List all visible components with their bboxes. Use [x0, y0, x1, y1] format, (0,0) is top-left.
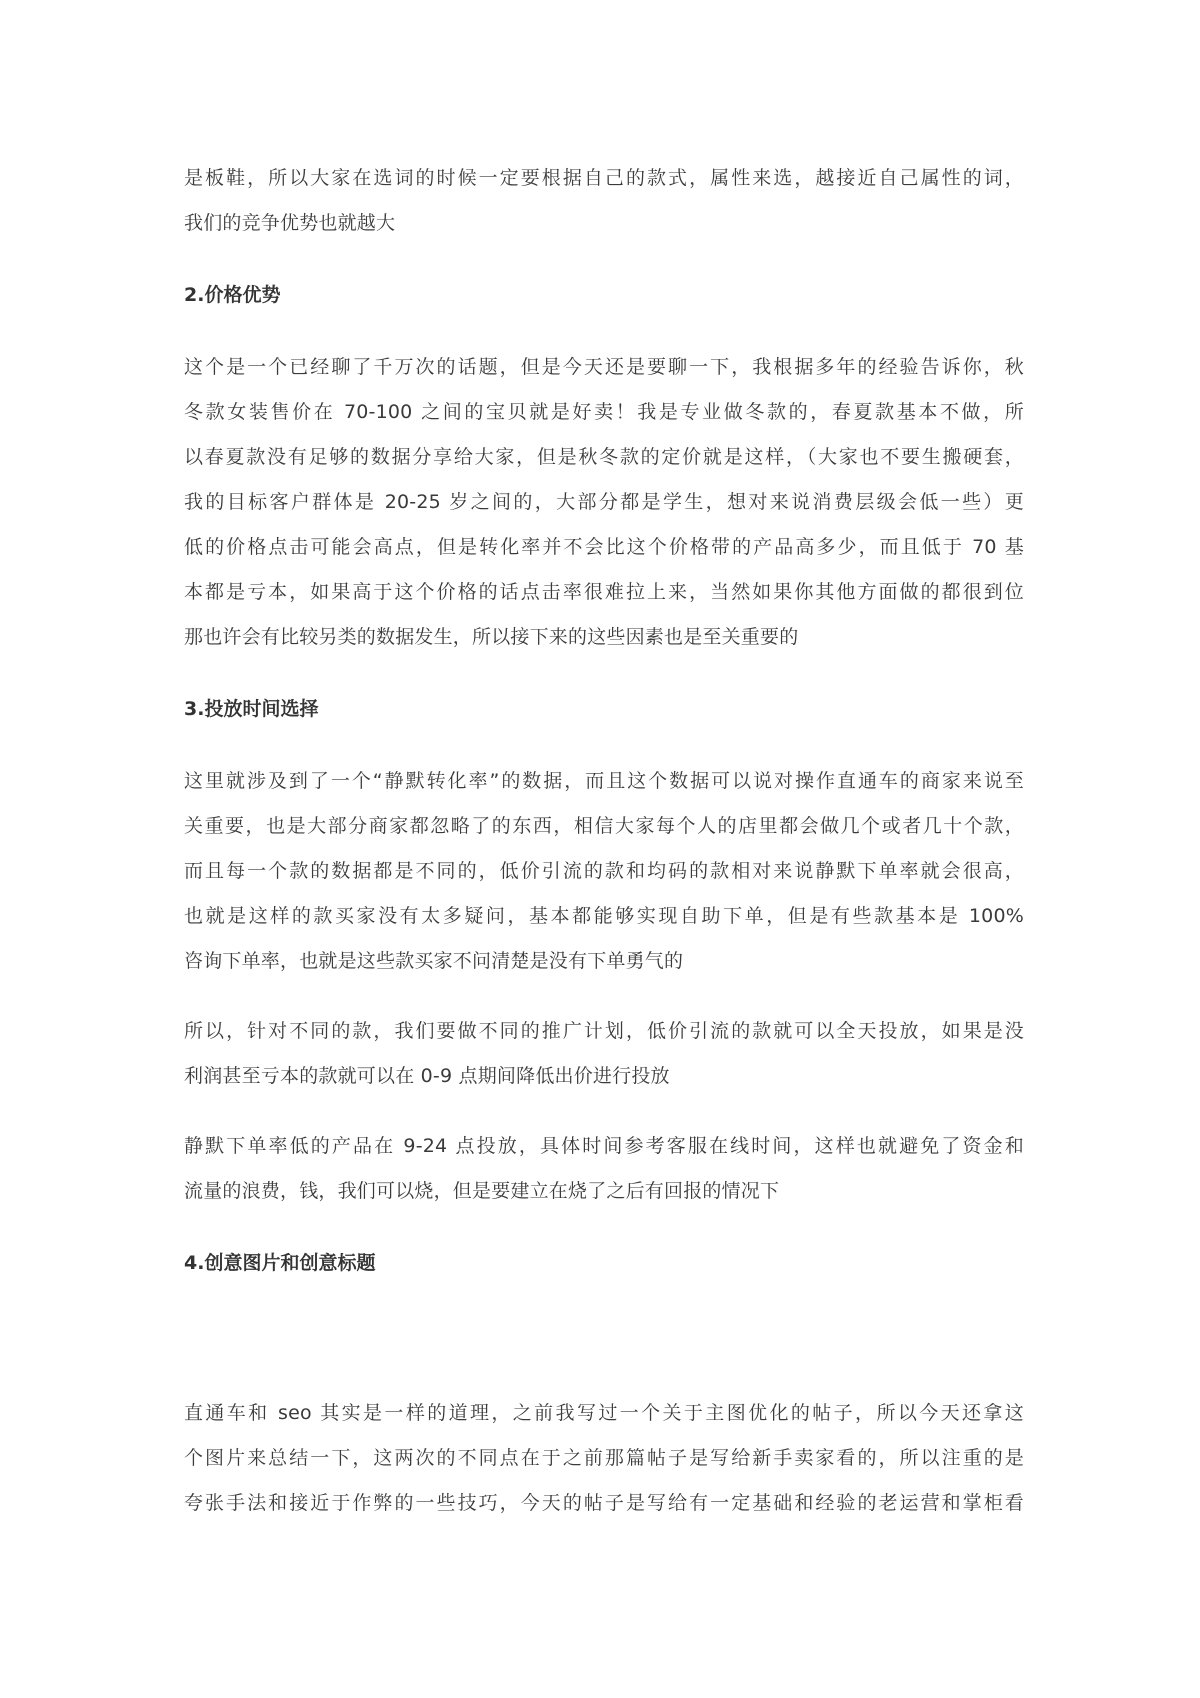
- paragraph-silent-conversion: [184, 759, 1024, 984]
- text-line: 以春夏款没有足够的数据分享给大家，但是秋冬款的定价就是这样，（大家也不要生搬硬套，: [184, 446, 1024, 468]
- text-line: 低的价格点击可能会高点，但是转化率并不会比这个价格带的产品高多少，而且低于 70 基: [184, 536, 1024, 558]
- text-line: 静默下单率低的产品在 9-24 点投放，具体时间参考客服在线时间，这样也就避免了资金和: [184, 1135, 1024, 1157]
- paragraph-low-silent-rate: [184, 1124, 1024, 1214]
- text-line: 个图片来总结一下，这两次的不同点在于之前那篇帖子是写给新手卖家看的，所以注重的是: [184, 1447, 1024, 1469]
- text-line: 夸张手法和接近于作弊的一些技巧，今天的帖子是写给有一定基础和经验的老运营和掌柜看: [184, 1492, 1024, 1514]
- section-heading-creative-images: 4.创意图片和创意标题: [184, 1252, 376, 1274]
- text-line: 那也许会有比较另类的数据发生，所以接下来的这些因素也是至关重要的: [184, 626, 799, 648]
- paragraph-price: [184, 345, 1024, 660]
- paragraph-promotion-plans: [184, 1009, 1024, 1099]
- text-line: 直通车和 seo 其实是一样的道理，之前我写过一个关于主图优化的帖子，所以今天还拿这: [184, 1402, 1024, 1424]
- text-line: 流量的浪费，钱，我们可以烧，但是要建立在烧了之后有回报的情况下: [184, 1180, 780, 1202]
- text-line: 这个是一个已经聊了千万次的话题，但是今天还是要聊一下，我根据多年的经验告诉你，秋: [184, 356, 1024, 378]
- text-line: 咨询下单率，也就是这些款买家不问清楚是没有下单勇气的: [184, 950, 684, 972]
- text-line: 本都是亏本，如果高于这个价格的话点击率很难拉上来，当然如果你其他方面做的都很到位: [184, 581, 1024, 603]
- paragraph-keyword-selection: [184, 156, 1024, 246]
- text-line: 利润甚至亏本的款就可以在 0-9 点期间降低出价进行投放: [184, 1065, 670, 1087]
- text-line: 关重要，也是大部分商家都忽略了的东西，相信大家每个人的店里都会做几个或者几十个款，: [184, 815, 1024, 837]
- text-line: 我的目标客户群体是 20-25 岁之间的，大部分都是学生，想对来说消费层级会低一些）更: [184, 491, 1025, 513]
- section-heading-delivery-time: 3.投放时间选择: [184, 698, 319, 720]
- text-line: 我们的竞争优势也就越大: [184, 212, 396, 234]
- text-line: 冬款女装售价在 70-100 之间的宝贝就是好卖！我是专业做冬款的，春夏款基本不做，所: [184, 401, 1024, 423]
- text-line: 而且每一个款的数据都是不同的，低价引流的款和均码的款相对来说静默下单率就会很高，: [184, 860, 1024, 882]
- text-line: 是板鞋，所以大家在选词的时候一定要根据自己的款式，属性来选，越接近自己属性的词，: [184, 167, 1024, 189]
- text-line: 所以，针对不同的款，我们要做不同的推广计划，低价引流的款就可以全天投放，如果是没: [184, 1020, 1024, 1042]
- text-line: 也就是这样的款买家没有太多疑问，基本都能够实现自助下单，但是有些款基本是 100%: [184, 905, 1024, 927]
- paragraph-seo-comparison: [184, 1391, 1024, 1526]
- document-body: [184, 156, 1024, 1526]
- section-heading-price-advantage: 2.价格优势: [184, 284, 281, 306]
- text-line: 这里就涉及到了一个“静默转化率”的数据，而且这个数据可以说对操作直通车的商家来说至: [184, 770, 1024, 792]
